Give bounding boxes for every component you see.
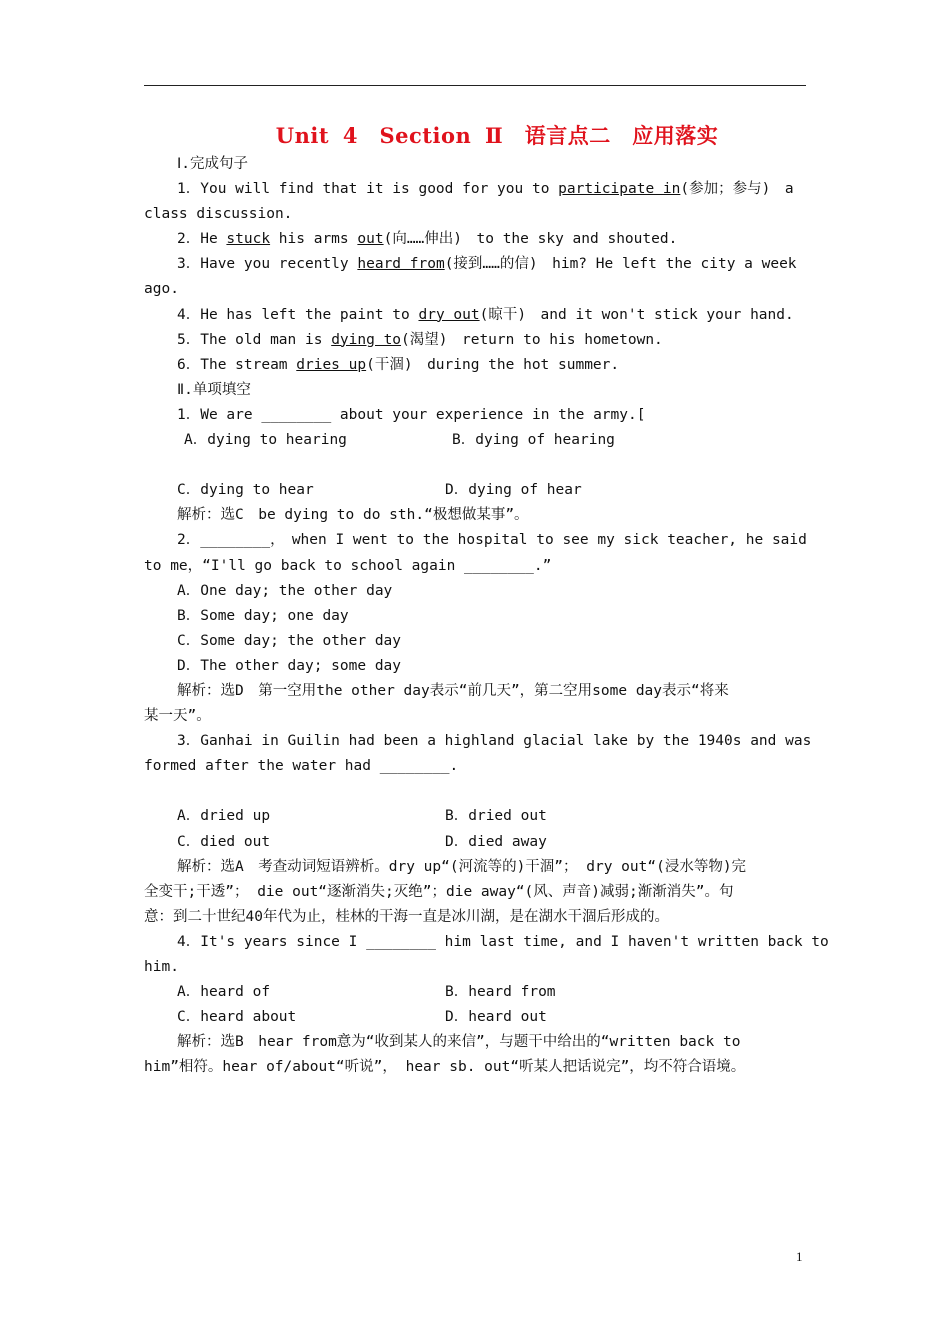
question-4-stem: 4．It's years since I ________ him last time, and I haven't written back to [177,933,829,950]
answer-blank: out [357,231,384,248]
option-a: A．heard of [177,984,271,1001]
question-2-answer: 解析：选D 第一空用the other day表示“前几天”，第二空用some day表示“将来 [177,682,729,699]
question-3-options-cd [144,830,806,855]
option-d: D．heard out [445,1009,547,1026]
sentence-1: 1．You will find that it is good for you to participate in(参加；参与) a [177,181,794,198]
question-2-stem: 2．________， when I went to the hospital to see my sick teacher, he said [177,532,807,549]
sentence-1-cont: class discussion. [144,206,293,223]
answer-blank: dries up [296,356,367,373]
question-4-answer-cont: him”相符。hear of/about“听说”， hear sb. out“听某人把话说完”，均不符合语境。 [144,1059,746,1076]
question-3-answer-cont: 全变干;干透”； die out“逐渐消失;灭绝”；die away“(风、声音)减弱;渐渐消失”。句 [144,883,734,900]
sentence-3-cont: ago. [144,281,179,298]
answer-blank: participate in [558,181,681,198]
option-d: D．dying of hear [445,482,582,499]
page-number: 1 [796,1249,803,1264]
option-b: B．dying of hearing [452,432,615,449]
answer-blank: stuck [226,231,271,248]
question-4-answer: 解析：选B hear from意为“收到某人的来信”，与题干中给出的“written back to [177,1034,741,1051]
option-b: B．dried out [445,808,547,825]
sentence-2: 2．He stuck his arms out(向……伸出) to the sky and shouted. [177,231,678,248]
question-3-stem-cont: formed after the water had ________. [144,758,459,775]
document-body [144,152,829,1080]
question-2-stem-cont: to me，“I'll go back to school again ________.” [144,557,552,574]
option-d: D．The other day; some day [177,657,402,674]
option-c: C．Some day; the other day [177,632,402,649]
question-4-stem-cont: him. [144,959,179,975]
header-rule [144,85,806,86]
option-c: C．dying to hear [177,482,314,499]
answer-blank: heard from [357,256,445,273]
sentence-3: 3．Have you recently heard from(接到……的信) him? He left the city a week [177,256,797,273]
question-3-answer: 解析：选A 考查动词短语辨析。dry up“(河流等的)干涸”； dry out“(浸水等物)完 [177,858,747,875]
spacer [144,779,806,804]
answer-blank: dry out [418,306,480,323]
question-1-options-cd [144,478,806,503]
spacer [144,453,806,478]
sentence-6: 6．The stream dries up(干涸) during the hot summer. [177,356,620,373]
answer-blank: dying to [331,331,402,348]
option-d: D．died away [445,833,547,850]
question-1-options-ab [144,428,806,453]
option-a: A．dried up [177,808,271,825]
page-title: Unit 4 Section Ⅱ 语言点二 应用落实 [275,123,719,148]
section-heading-1: Ⅰ.完成句子 [177,156,249,172]
option-a: A．One day; the other day [177,582,393,599]
option-b: B．Some day; one day [177,607,349,624]
section-heading-2: Ⅱ.单项填空 [177,381,251,398]
question-4-options-ab [144,980,806,1005]
option-a: A．dying to hearing [184,432,347,449]
question-1-answer: 解析：选C be dying to do sth.“极想做某事”。 [177,507,529,524]
question-1-stem: 1．We are ________ about your experience in the army.[ [177,406,646,423]
question-2-answer-cont: 某一天”。 [144,708,211,725]
option-b: B．heard from [445,984,556,1001]
sentence-4: 4．He has left the paint to dry out(晾干) and it won't stick your hand. [177,306,794,323]
question-3-options-ab [144,804,806,829]
option-c: C．died out [177,833,271,850]
question-3-stem: 3．Ganhai in Guilin had been a highland glacial lake by the 1940s and was [177,733,812,750]
question-4-options-cd [144,1005,806,1030]
sentence-5: 5．The old man is dying to(渴望) return to his hometown. [177,331,663,348]
option-c: C．heard about [177,1009,297,1026]
question-3-answer-cont: 意：到二十世纪40年代为止，桂林的干海一直是冰川湖，是在湖水干涸后形成的。 [144,908,669,925]
